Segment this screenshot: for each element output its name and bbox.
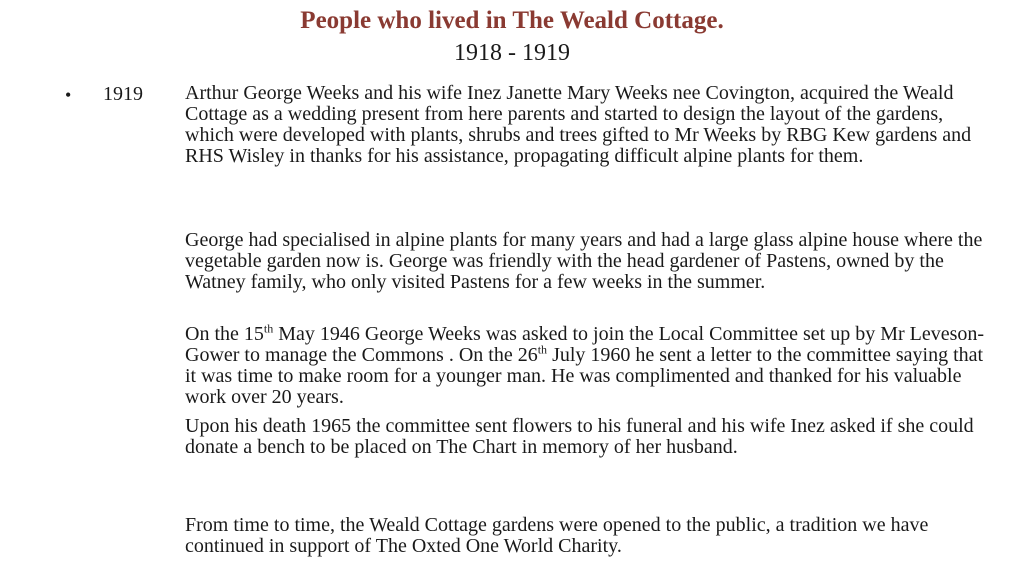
paragraph-3-part2: May 1946 George Weeks was asked to join the Local Committee set up by Mr Leveson-Gower to manage the Commons . On the 26 <box>185 323 985 366</box>
paragraph-2-text: George had specialised in alpine plants for many years and had a large glass alpine house where the vegetable garden now is. George was friendly with the head gardener of Pastens, owned by the Watney family, who only visited Pastens for a few weeks in the summer. <box>185 229 983 293</box>
paragraph-1 <box>185 83 985 167</box>
page-subtitle: 1918 - 1919 <box>454 40 570 66</box>
paragraph-3-part3: July 1960 he sent a letter to the committee saying that it was time to make room for a younger man. He was complimented and thanked for his valuable work over 20 years. <box>185 344 984 408</box>
entry-year: 1919 <box>103 83 143 105</box>
ordinal-suffix: th <box>263 321 274 336</box>
ordinal-suffix: th <box>537 342 548 357</box>
paragraph-5-text: From time to time, the Weald Cottage gardens were opened to the public, a tradition we have continued in support of The Oxted One World Charity. <box>185 514 929 557</box>
page-title: People who lived in The Weald Cottage. <box>300 7 724 34</box>
paragraph-3 <box>185 321 985 408</box>
paragraph-5 <box>185 515 985 557</box>
paragraph-4 <box>185 416 985 458</box>
paragraph-3-part1: On the 15 <box>185 323 264 345</box>
bullet-marker: • <box>65 85 72 105</box>
paragraph-4-text: Upon his death 1965 the committee sent flowers to his funeral and his wife Inez asked if she could donate a bench to be placed on The Chart in memory of her husband. <box>185 415 974 458</box>
paragraph-1-text: Arthur George Weeks and his wife Inez Janette Mary Weeks nee Covington, acquired the Weald Cottage as a wedding present from here parents and started to design the layout of the gardens, which were developed with plants, shrubs and trees gifted to Mr Weeks by RBG Kew gardens and RHS Wisley in thanks for his assistance, propagating difficult alpine plants for them. <box>185 82 972 167</box>
paragraph-2 <box>185 230 985 293</box>
paragraph-3-text <box>185 321 985 408</box>
